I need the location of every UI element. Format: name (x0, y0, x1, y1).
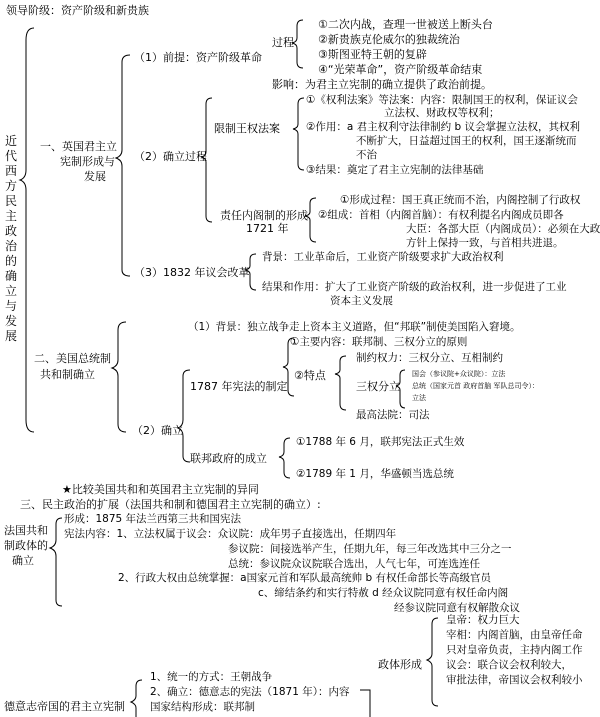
process-item-3: ③斯图亚特王朝的复辟 (318, 48, 427, 61)
france-senate: 参议院：间接选举产生，任期九年，每三年改选其中三分之一 (228, 543, 512, 555)
congress-text: 国会（参议院+众议院）：立法 (412, 370, 506, 378)
court-text: 最高法院：司法 (356, 409, 430, 421)
premise-label: （1）前提：资产阶级革命 (134, 51, 262, 64)
process-item-4: ④“光荣革命”，资产阶级革命结束 (318, 63, 483, 76)
us-background: （1）背景：独立战争走上资本主义道路，但“邦联”制使美国陷入窘境。 (188, 321, 521, 333)
influence-text: 影响：为君主立宪制的确立提供了政治前提。 (272, 78, 492, 91)
bill-label: 限制王权法案 (214, 122, 280, 135)
cabinet-item-1: ①形成过程：国王真正统而不治，内阁控制了行政权 (340, 194, 581, 206)
bill-item-4: 不断扩大，日益超过国王的权利，国王逐渐统而 (356, 135, 577, 147)
france-executive: 2、行政大权由总统掌握：a国家元首和军队最高统帅 b 有权任命部长等高级官员 (118, 572, 491, 584)
reform-result-line2: 资本主义发展 (330, 295, 393, 307)
section2-title-line2: 共和制确立 (40, 368, 95, 381)
establish-label: （2）确立过程 (134, 150, 207, 163)
section1-title-line1: 一、英国君主立 (40, 140, 117, 153)
main-content-text: ①主要内容：联邦制、三权分立的原则 (290, 336, 468, 348)
germany-item-2: 2、确立：德意志的宪法（1871 年）：内容 (150, 686, 350, 698)
federal-item-2: ②1789 年 1 月，华盛顿当选总统 (296, 468, 454, 480)
federal-item-1: ①1788 年 6 月，联邦宪法正式生效 (296, 436, 465, 448)
section2-title-line1: 二、美国总统制 (34, 352, 111, 365)
us-establish-label: （2）确立 (132, 424, 183, 437)
france-constitution-intro: 宪法内容：1、立法权属于议会：众议院：成年男子直接选出，任期四年 (64, 528, 397, 540)
france-label-line1: 法国共和 (4, 524, 48, 537)
cabinet-item-2: ②组成：首相（内阁首脑）：有权利提名内阁成员即各 (318, 209, 564, 221)
germany-item-1: 1、统一的方式：王朝战争 (150, 671, 273, 683)
france-president-elect: 总统：参议院众议院联合选出，人气七年，可连选连任 (228, 558, 480, 570)
process-item-1: ①二次内战，查理一世被送上断头台 (318, 18, 493, 31)
regime-item-1: 皇帝：权力巨大 (446, 614, 520, 626)
reform-background: 背景：工业革命后，工业资产阶级要求扩大政治权利 (262, 251, 504, 263)
bill-item-1: ①《权利法案》等法案：内容：限制国王的权利，保证议会 (306, 94, 578, 106)
leading-class-text: 领导阶级：资产阶级和新贵族 (6, 4, 149, 17)
bill-item-6: ③结果：奠定了君主立宪制的法律基础 (306, 164, 484, 176)
france-label-line3: 确立 (12, 554, 34, 567)
cabinet-label-line1: 责任内阁制的形成 (220, 209, 308, 222)
section1-title-line2: 宪制形成与 (60, 155, 115, 168)
section1-title-line3: 发展 (84, 170, 106, 183)
president-text-line2: 立法 (412, 394, 426, 402)
france-formation: 形成：1875 年法兰西第三共和国宪法 (64, 513, 242, 525)
france-label-line2: 制政体的 (4, 539, 48, 552)
reform-label: （3）1832 年议会改革 (134, 266, 250, 279)
reform-result-line1: 结果和作用：扩大了工业资产阶级的政治权利，进一步促进了工业 (262, 281, 567, 293)
federal-label: 联邦政府的成立 (190, 452, 267, 465)
bill-item-5: 不治 (356, 149, 377, 161)
bill-item-3: ②作用：a 君主权利守法律制约 b 议会掌握立法权，其权利 (306, 121, 581, 133)
regime-item-2: 宰相：内阁首脑，由皇帝任命 (446, 629, 583, 641)
regime-item-5: 审批法律，帝国议会权利较小 (446, 674, 583, 686)
president-text-line1: 总统（国家元首 政府首脑 军队总司令）： (412, 382, 539, 390)
section3-title: 三、民主政治的扩展（法国共和制和德国君主立宪制的确立）: (20, 498, 321, 511)
regime-item-4: 议会：联合议会权利较大， (446, 659, 572, 671)
bill-item-2: 立法权、财政权等权利； (384, 107, 500, 119)
germany-item-3: 国家结构形成：联邦制 (150, 701, 255, 713)
process-label: 过程 (272, 36, 294, 49)
regime-item-3: 只对皇帝负责，主持内阁工作 (446, 644, 583, 656)
cabinet-label-line2: 1721 年 (246, 222, 289, 235)
features-label: ②特点 (294, 369, 326, 382)
cabinet-item-4: 方针上保持一致，与首相共进退。 (406, 237, 564, 249)
cabinet-item-3: 大臣：各部大臣（内阁成员）：必须在大政 (406, 223, 600, 235)
constitution-label: 1787 年宪法的制定 (190, 380, 288, 393)
regime-label: 政体形成 (378, 658, 422, 671)
germany-label: 德意志帝国的君主立宪制 (4, 700, 125, 713)
compare-text: ★比较美国共和和英国君主立宪制的异同 (62, 483, 259, 496)
france-executive-c: c、缔结条约和实行特赦 d 经众议院同意有权任命内阁 (258, 587, 509, 599)
separation-label: 三权分立 (356, 380, 400, 393)
checks-text: 制约权力：三权分立、互相制约 (356, 352, 503, 364)
france-executive-e: 经参议院同意有权解散众议 (394, 602, 520, 614)
main-vertical-title: 近代西方民主政治的确立与发展 (4, 134, 17, 343)
process-item-2: ②新贵族克伦威尔的独裁统治 (318, 33, 460, 46)
